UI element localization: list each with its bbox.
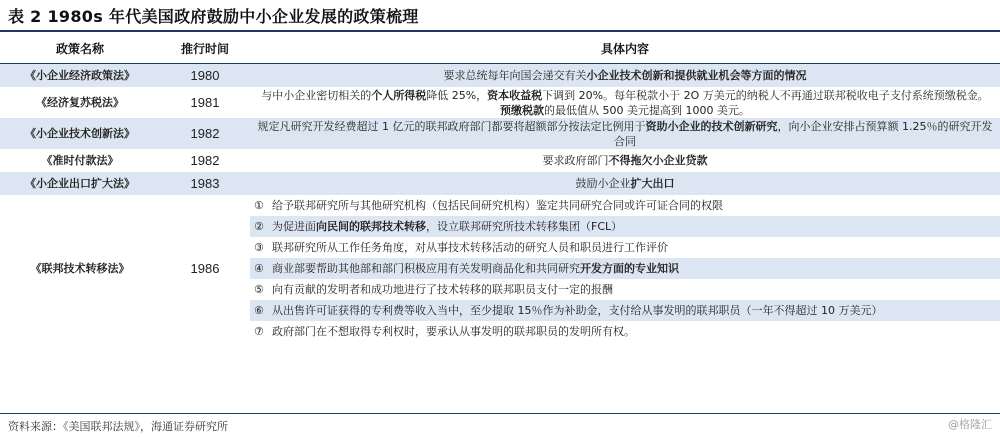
source-note: 资料来源：《美国联邦法规》，海通证券研究所 xyxy=(8,420,228,433)
table-row xyxy=(0,64,1000,88)
content-text: 规定凡研究开发经费超过 1 亿元的联邦政府部门都要将超额部分按法定比例用于 xyxy=(257,119,646,133)
policy-content xyxy=(250,64,1000,88)
list-item: ① 给予联邦研究所与其他研究机构（包括民间研究机构）鉴定共同研究合同或许可证合同的权限 xyxy=(250,195,1000,216)
header-policy-name: 政策名称 xyxy=(0,33,160,64)
content-emphasis: 不得拖欠小企业贷款 xyxy=(608,154,708,167)
policy-year: 1982 xyxy=(160,149,250,172)
content-text: ，向小企业安排占预算额 1.25％的研究开发合同 xyxy=(614,119,993,148)
content-text: 的最低值从 500 美元提高到 1000 美元。 xyxy=(544,103,750,117)
content-text: 要求总统每年向国会递交有关 xyxy=(443,69,587,82)
bottom-rule xyxy=(0,413,1000,414)
policy-year: 1980 xyxy=(160,64,250,88)
table-row xyxy=(0,118,1000,149)
policy-year: 1986 xyxy=(160,195,250,342)
title-rule xyxy=(0,30,1000,32)
content-text: 与中小企业密切相关的 xyxy=(261,88,372,102)
content-emphasis: 预缴税款 xyxy=(500,103,544,117)
policy-content xyxy=(250,87,1000,118)
policy-name: 《小企业技术创新法》 xyxy=(0,118,160,149)
policy-name: 《小企业经济政策法》 xyxy=(0,64,160,88)
table-row xyxy=(0,149,1000,172)
table-row xyxy=(0,87,1000,118)
policy-name: 《准时付款法》 xyxy=(0,149,160,172)
list-item: ② 为促进面向民间的联邦技术转移，设立联邦研究所技术转移集团（FCL） xyxy=(250,216,1000,237)
table-title: 表 2 1980s 年代美国政府鼓励中小企业发展的政策梳理 xyxy=(8,7,419,26)
list-item: ③ 联邦研究所从工作任务角度，对从事技术转移活动的研究人员和职员进行工作评价 xyxy=(250,237,1000,258)
list-item: ④ 商业部要帮助其他部和部门积极应用有关发明商品化和共同研究开发方面的专业知识 xyxy=(250,258,1000,279)
list-item: ⑥ 从出售许可证获得的专利费等收入当中，至少提取 15％作为补助金，支付给从事发明的联邦职员（一年不得超过 10 万美元） xyxy=(250,300,1000,321)
policy-name: 《联邦技术转移法》 xyxy=(0,195,160,342)
header-year: 推行时间 xyxy=(160,33,250,64)
content-text: 鼓励小企业 xyxy=(575,177,631,190)
policy-content-list xyxy=(250,195,1000,342)
policy-year: 1983 xyxy=(160,172,250,195)
content-emphasis: 资本收益税 xyxy=(487,88,543,102)
table-row-tech-transfer xyxy=(0,195,1000,342)
content-text: 下调到 20%。每年税款小于 2O 万美元的纳税人不再通过联邦税收电子支付系统预缴税金。 xyxy=(542,88,989,102)
content-emphasis: 个人所得税 xyxy=(371,88,427,102)
list-item: ⑦ 政府部门在不想取得专利权时，要承认从事发明的联邦职员的发明所有权。 xyxy=(250,321,1000,342)
table-header-row xyxy=(0,33,1000,64)
policy-table xyxy=(0,33,1000,342)
policy-year: 1982 xyxy=(160,118,250,149)
table-row xyxy=(0,172,1000,195)
policy-year: 1981 xyxy=(160,87,250,118)
content-emphasis: 资助小企业的技术创新研究 xyxy=(645,119,778,133)
header-content: 具体内容 xyxy=(250,33,1000,64)
watermark: @格隆汇 xyxy=(948,418,992,431)
content-emphasis: 小企业技术创新和提供就业机会等方面的情况 xyxy=(586,69,807,82)
content-text: 要求政府部门 xyxy=(542,154,609,167)
policy-name: 《经济复苏税法》 xyxy=(0,87,160,118)
policy-content xyxy=(250,149,1000,172)
policy-name: 《小企业出口扩大法》 xyxy=(0,172,160,195)
policy-content xyxy=(250,172,1000,195)
list-item: ⑤ 向有贡献的发明者和成功地进行了技术转移的联邦职员支付一定的报酬 xyxy=(250,279,1000,300)
content-emphasis: 扩大出口 xyxy=(630,177,675,190)
policy-content xyxy=(250,118,1000,149)
content-text: 降低 25%， xyxy=(426,88,488,102)
